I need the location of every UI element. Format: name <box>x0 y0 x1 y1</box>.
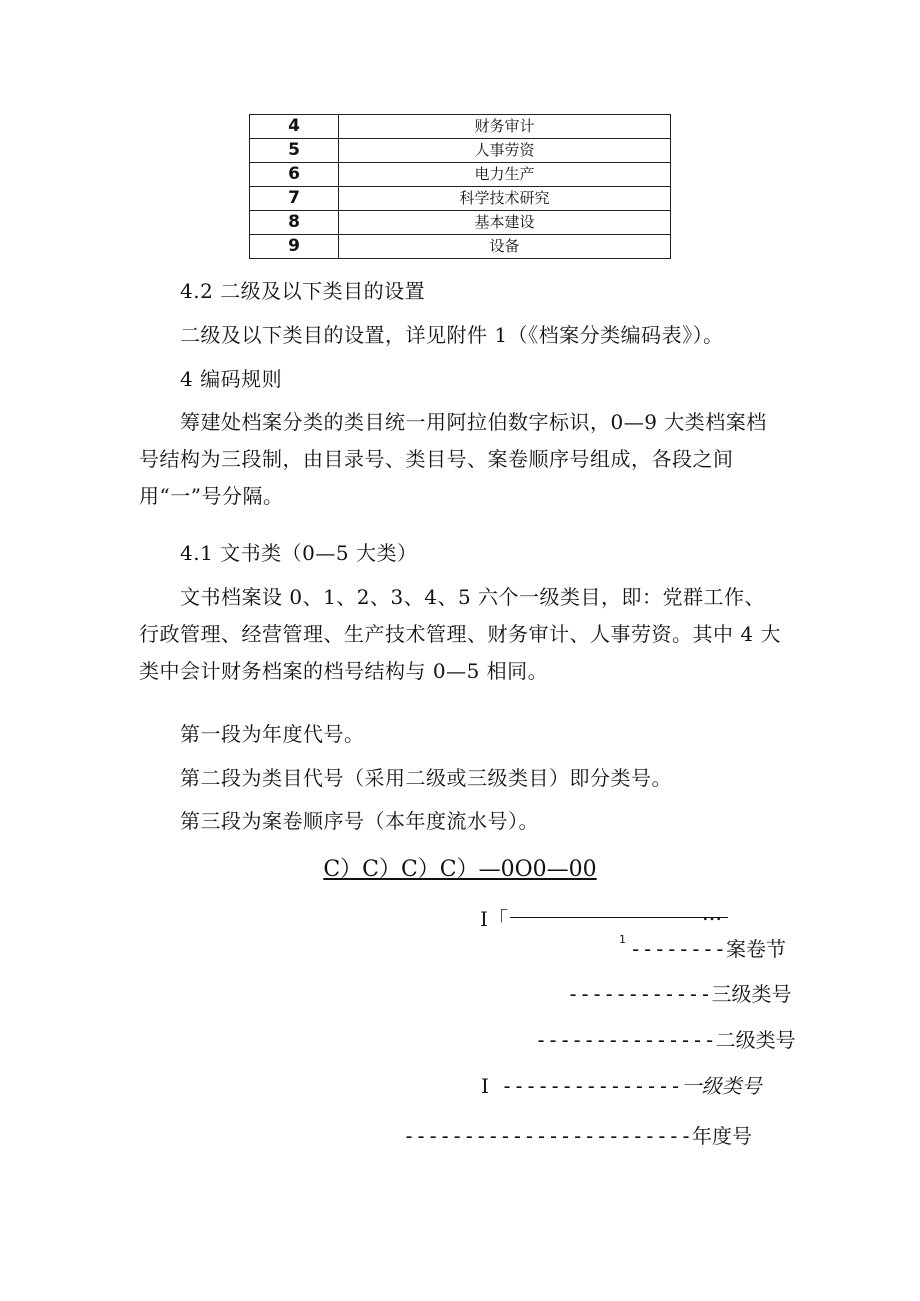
category-table <box>249 114 671 259</box>
category-name: 财务审计 <box>339 115 671 139</box>
bracket-start: I「 <box>480 907 508 931</box>
lead-marker: I <box>481 1074 489 1098</box>
label-sanji: 三级类号 <box>711 982 792 1006</box>
dash-leader: -------- <box>629 937 726 961</box>
label-row-sanji <box>567 978 792 1007</box>
label-row-erji <box>535 1024 796 1053</box>
label-row-yiji <box>481 1070 762 1099</box>
category-name: 基本建设 <box>339 211 671 235</box>
section-heading-4-1: 4.1 文书类（0—5 大类） <box>180 541 418 565</box>
dash-leader: ------------------------ <box>403 1124 692 1148</box>
category-code: 4 <box>250 115 339 139</box>
category-name: 电力生产 <box>339 163 671 187</box>
category-code: 5 <box>250 139 339 163</box>
label-erji: 二级类号 <box>715 1028 796 1052</box>
category-code: 9 <box>250 235 339 259</box>
bracket-dots: … <box>702 901 722 925</box>
table-row <box>250 139 671 163</box>
segment-2-text: 第二段为类目代号（采用二级或三级类目）即分类号。 <box>180 766 672 790</box>
table-row <box>250 115 671 139</box>
table-row <box>250 187 671 211</box>
archive-code-formula: C）C）C）C）—0O0—00 <box>323 857 597 882</box>
section-heading-4-2: 4.2 二级及以下类目的设置 <box>180 279 426 303</box>
paragraph-4-2: 二级及以下类目的设置，详见附件 1（《档案分类编码表》）。 <box>180 323 724 347</box>
category-code: 8 <box>250 211 339 235</box>
label-row-niandu <box>403 1120 752 1149</box>
table-row <box>250 163 671 187</box>
label-niandu: 年度号 <box>691 1124 752 1148</box>
dash-leader: --------------- <box>535 1028 716 1052</box>
label-row-juanjie <box>619 933 786 962</box>
dash-leader: ------------ <box>567 982 712 1006</box>
bracket-line <box>510 903 728 918</box>
table-row <box>250 235 671 259</box>
segment-3-text: 第三段为案卷顺序号（本年度流水号）。 <box>180 809 539 833</box>
category-code: 7 <box>250 187 339 211</box>
category-name: 设备 <box>339 235 671 259</box>
dash-leader: --------------- <box>500 1074 682 1098</box>
segment-1-text: 第一段为年度代号。 <box>180 722 365 746</box>
diagram-bracket <box>480 903 728 932</box>
category-code: 6 <box>250 163 339 187</box>
label-yiji: 一级类号 <box>681 1074 762 1098</box>
paragraph-4: 筹建处档案分类的类目统一用阿拉伯数字标识，0—9 大类档案档号结构为三段制，由目录号、类目号、案卷顺序号组成，各段之间用“一”号分隔。 <box>139 410 767 508</box>
table-row <box>250 211 671 235</box>
label-juanjie: 案卷节 <box>725 937 786 961</box>
category-name: 科学技术研究 <box>339 187 671 211</box>
category-name: 人事劳资 <box>339 139 671 163</box>
footnote-marker: 1 <box>619 933 626 946</box>
paragraph-4-1: 文书档案设 0、1、2、3、4、5 六个一级类目，即：党群工作、行政管理、经营管理、生产技术管理、财务审计、人事劳资。其中 4 大类中会计财务档案的档号结构与 0—5 相同。 <box>139 585 781 683</box>
section-heading-4: 4 编码规则 <box>180 367 283 391</box>
